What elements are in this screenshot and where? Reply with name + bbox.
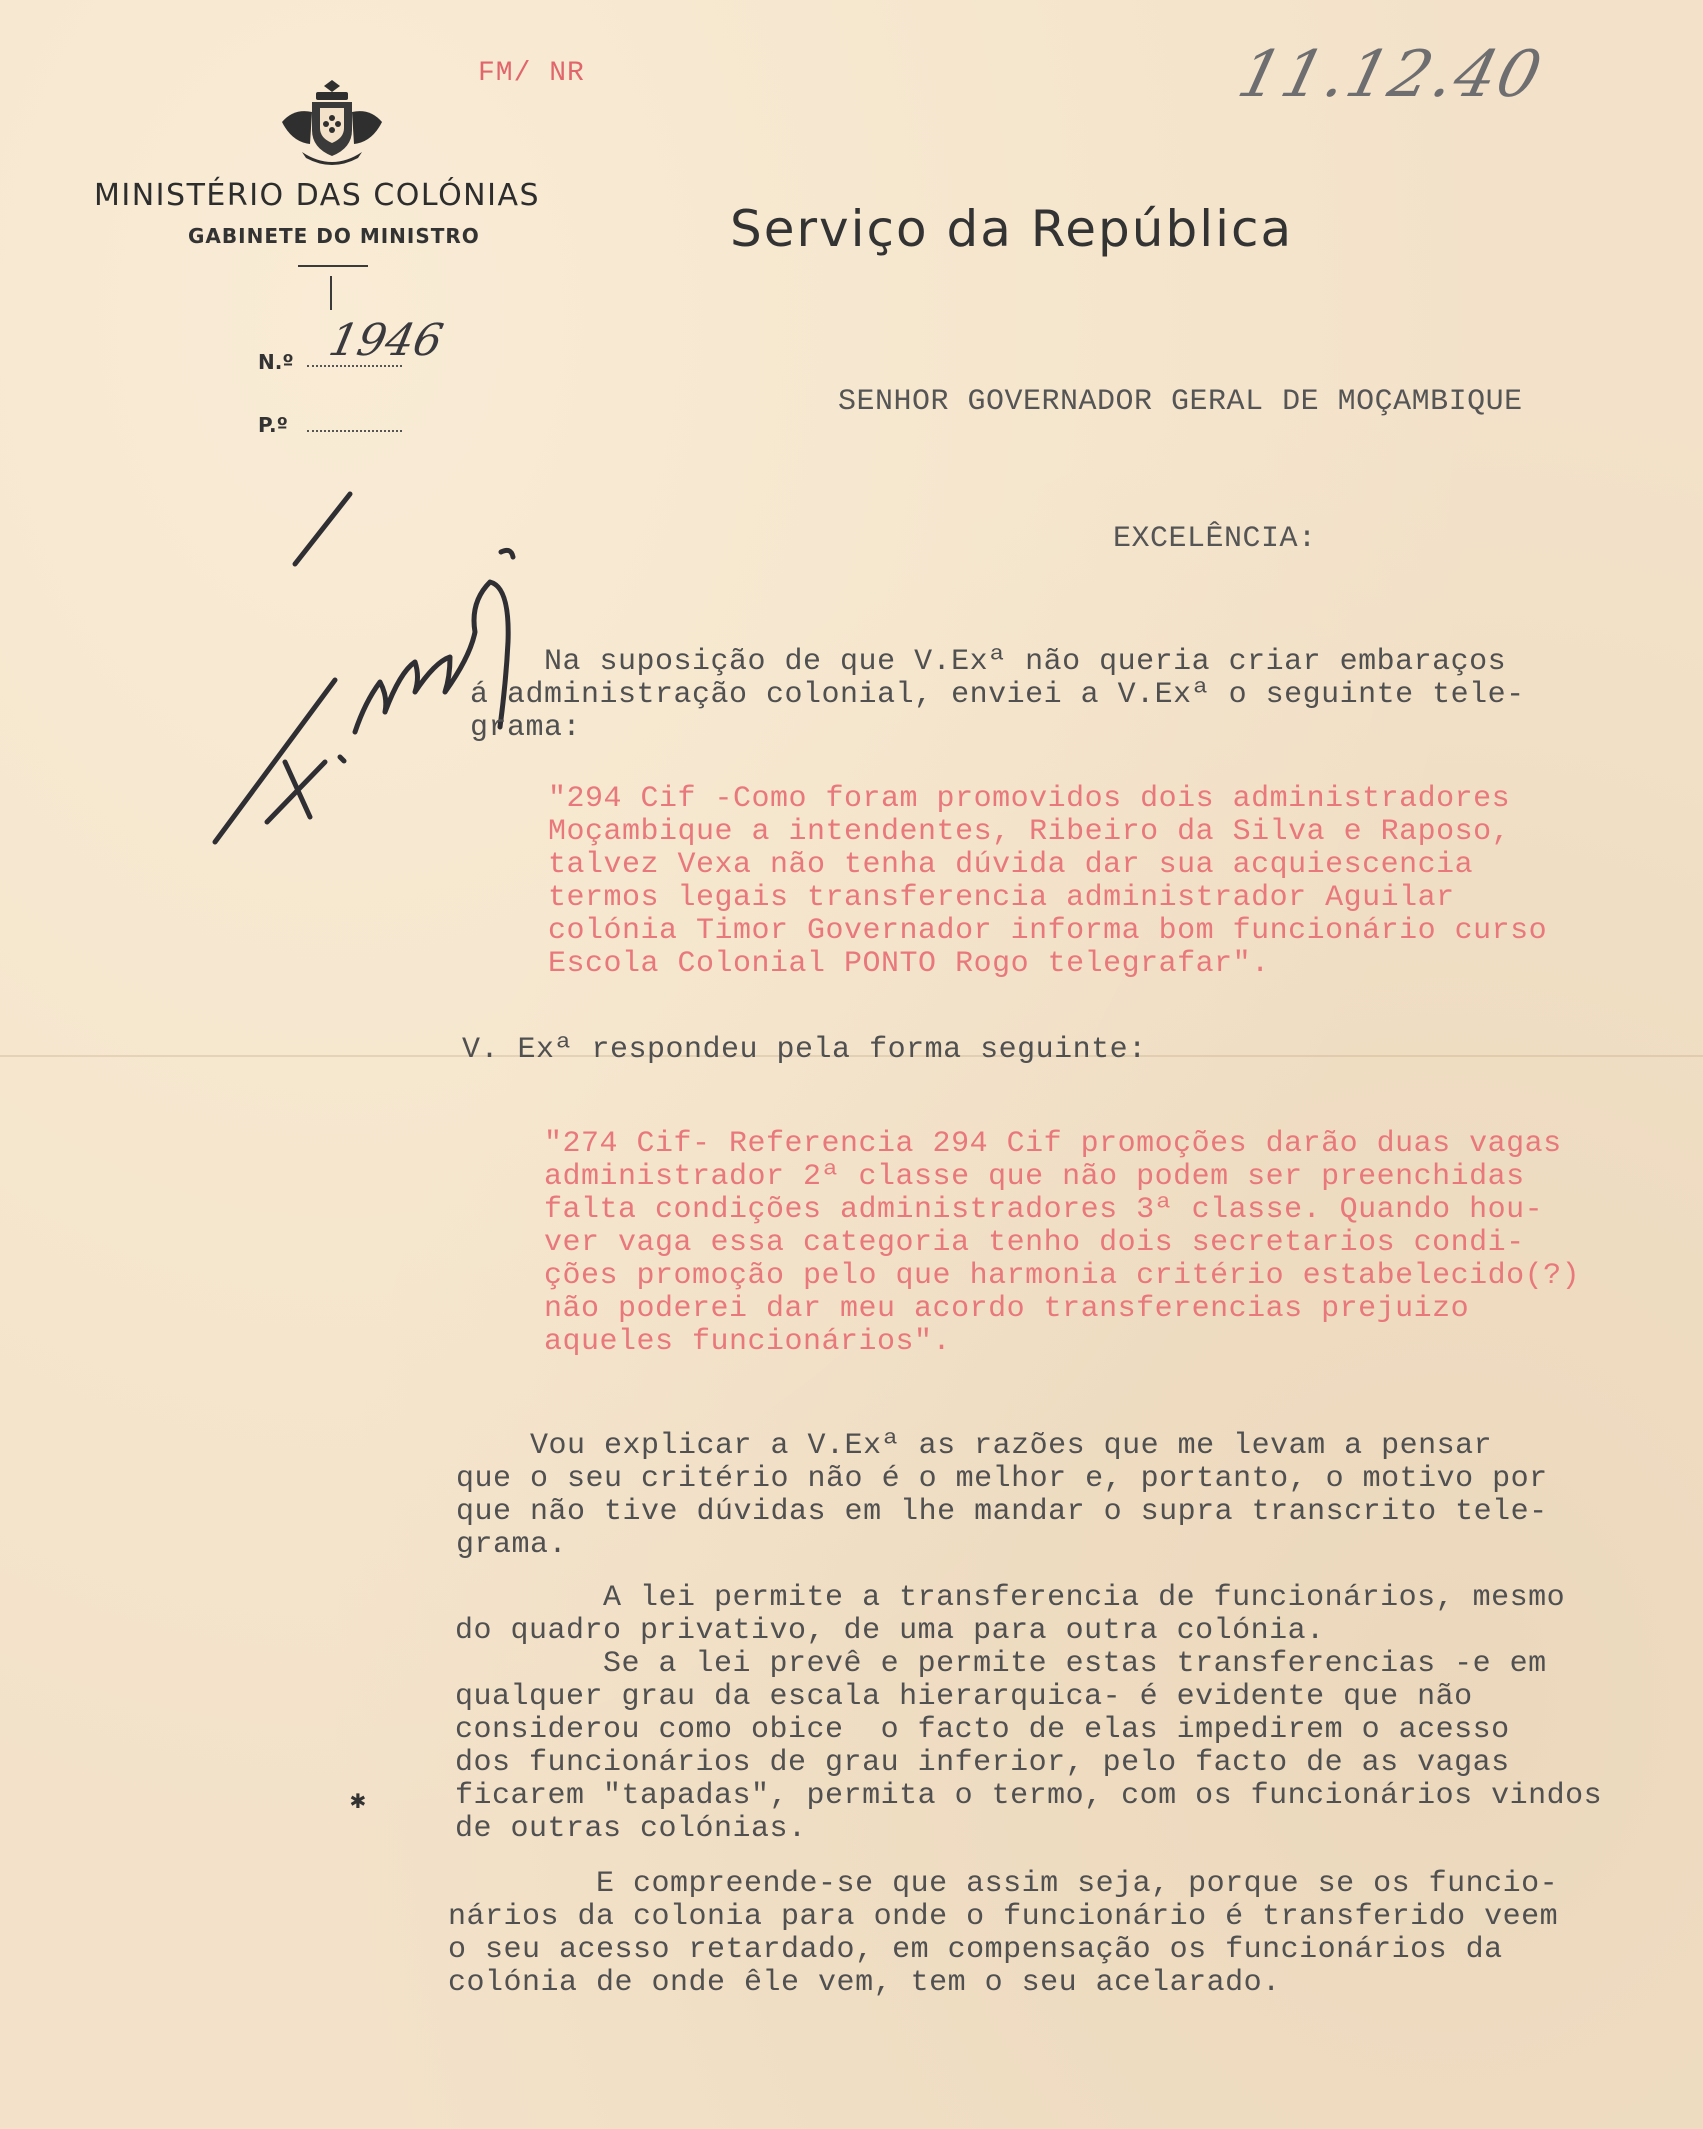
text-line: "294 Cif -Como foram promovidos dois administradores [548, 782, 1511, 816]
law-paragraph [455, 1582, 1602, 1846]
number-label: N.º [258, 350, 294, 374]
text-line: talvez Vexa não tenha dúvida dar sua acquiescencia [548, 848, 1474, 882]
number-value-handwritten: 1946 [324, 315, 448, 366]
telegram-reply [544, 1128, 1580, 1359]
text-line: não poderei dar meu acordo transferencias prejuizo [544, 1292, 1470, 1326]
text-line: considerou como obice o facto de elas impedirem o acesso [455, 1713, 1510, 1747]
text-line: E compreende-se que assim seja, porque se os funcio- [448, 1867, 1559, 1901]
text-line: Na suposição de que V.Exª não queria criar embaraços [470, 645, 1507, 679]
text-line: que não tive dúvidas em lhe mandar o supra transcrito tele- [456, 1495, 1548, 1529]
ink-blot: ✱ [350, 1785, 366, 1815]
text-line: do quadro privativo, de uma para outra colónia. [455, 1614, 1325, 1648]
coat-of-arms-icon [272, 72, 392, 172]
cabinet-name: GABINETE DO MINISTRO [188, 224, 480, 248]
handwritten-date: 11.12.40 [1230, 38, 1551, 112]
explanation-paragraph [456, 1430, 1548, 1562]
text-line: á administração colonial, enviei a V.Exª o seguinte tele- [470, 678, 1525, 712]
reply-intro: V. Exª respondeu pela forma seguinte: [462, 1033, 1147, 1067]
divider [298, 265, 368, 267]
text-line: de outras colónias. [455, 1812, 807, 1846]
ministry-name: MINISTÉRIO DAS COLÓNIAS [94, 178, 541, 213]
process-label: P.º [258, 413, 288, 437]
service-title: Serviço da República [730, 200, 1294, 258]
text-line: aqueles funcionários". [544, 1325, 952, 1359]
salutation: EXCELÊNCIA: [1113, 522, 1317, 556]
text-line: ver vaga essa categoria tenho dois secretarios condi- [544, 1226, 1525, 1260]
text-line: grama. [456, 1528, 568, 1562]
divider-vertical [330, 276, 332, 310]
text-line: Se a lei prevê e permite estas transferencias -e em [455, 1647, 1547, 1681]
text-line: "274 Cif- Referencia 294 Cif promoções darão duas vagas [544, 1127, 1562, 1161]
text-line: ções promoção pelo que harmonia critério estabelecido(?) [544, 1259, 1581, 1293]
telegram-sent [548, 783, 1547, 981]
text-line: qualquer grau da escala hierarquica- é evidente que não [455, 1680, 1473, 1714]
reference-code: FM/ NR [478, 58, 585, 89]
text-line: nários da colonia para onde o funcionário é transferido veem [448, 1900, 1559, 1934]
conclusion-paragraph [448, 1868, 1558, 2000]
text-line: o seu acesso retardado, em compensação os funcionários da [448, 1933, 1503, 1967]
text-line: que o seu critério não é o melhor e, portanto, o motivo por [456, 1462, 1548, 1496]
text-line: administrador 2ª classe que não podem ser preenchidas [544, 1160, 1525, 1194]
text-line: termos legais transferencia administrador Aguilar [548, 881, 1455, 915]
text-line: ficarem "tapadas", permita o termo, com os funcionários vindos [455, 1779, 1603, 1813]
intro-paragraph [470, 646, 1525, 745]
text-line: colónia Timor Governador informa bom funcionário curso [548, 914, 1548, 948]
text-line: A lei permite a transferencia de funcionários, mesmo [455, 1581, 1566, 1615]
text-line: Moçambique a intendentes, Ribeiro da Silva e Raposo, [548, 815, 1511, 849]
process-dotted-line [307, 430, 402, 432]
text-line: colónia de onde êle vem, tem o seu acelarado. [448, 1966, 1281, 2000]
text-line: Escola Colonial PONTO Rogo telegrafar". [548, 947, 1270, 981]
text-line: Vou explicar a V.Exª as razões que me levam a pensar [456, 1429, 1493, 1463]
addressee: SENHOR GOVERNADOR GERAL DE MOÇAMBIQUE [838, 385, 1523, 419]
text-line: dos funcionários de grau inferior, pelo facto de as vagas [455, 1746, 1510, 1780]
text-line: grama: [470, 711, 582, 745]
text-line: falta condições administradores 3ª classe. Quando hou- [544, 1193, 1544, 1227]
